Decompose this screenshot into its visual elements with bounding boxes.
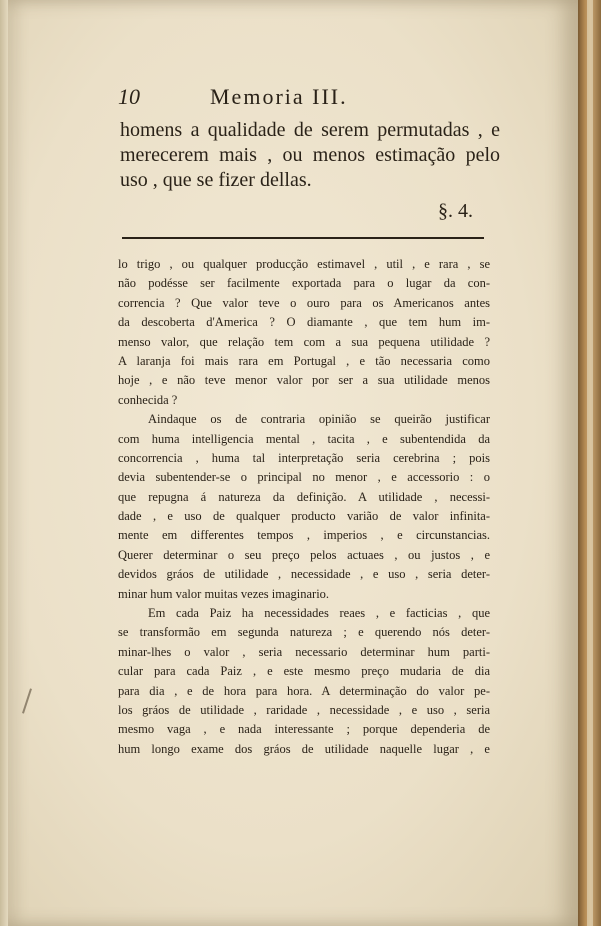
main-text-line: uso , que se fizer dellas.	[120, 169, 312, 191]
footnote-line: hum longo exame dos gráos de utilidade naquelle lugar , e	[118, 741, 490, 756]
footnote-line: Querer determinar o seu preço pelos actuaes , ou justos , e	[118, 547, 490, 562]
footnote-line: minar hum valor muitas vezes imaginario.	[118, 586, 330, 601]
footnote-line: mente em differentes tempos , imperios , e circunstancias.	[118, 528, 490, 543]
footnote-line: concorrencia , huma tal interpretação seria cerebrina ; pois	[118, 450, 490, 465]
footnote-line: com huma intelligencia mental , tacita , e subentendida da	[118, 431, 490, 446]
footnote-line: lo trigo , ou qualquer producção estimavel , util , e rara , se	[118, 257, 490, 271]
footnote-line: conhecida ?	[118, 392, 178, 407]
footnote-line: da descoberta d'America ? O diamante , que tem hum im-	[118, 315, 490, 330]
running-title: Memoria III.	[210, 84, 348, 109]
footnote-line: hoje , e não teve menor valor por ser a sua utilidade menos	[118, 373, 490, 388]
running-head	[118, 84, 418, 114]
footnote-line: A laranja foi mais rara em Portugal , e tão necessaria como	[118, 353, 490, 368]
footnote-line: que repugna á natureza da definição. A utilidade , necessi-	[118, 489, 490, 504]
main-text-line: homens a qualidade de serem permutadas , e	[120, 119, 500, 141]
page-edge-stripe	[587, 0, 593, 926]
book-page	[8, 0, 578, 926]
footnote-line: minar-lhes o valor , seria necessario determinar hum parti-	[118, 644, 490, 659]
footnote-rule	[122, 237, 484, 239]
page-number: 10	[118, 84, 140, 109]
footnote-line: menso valor, que relação tem com a sua pequena utilidade ?	[118, 334, 490, 349]
footnote-line: Em cada Paiz ha necessidades reaes , e facticias , que	[148, 606, 490, 621]
main-text-line: merecerem mais , ou menos estimação pelo	[120, 144, 500, 166]
footnote-line: cular para cada Paiz , e este mesmo preço mudaria de dia	[118, 664, 490, 679]
margin-pencil-mark	[22, 688, 32, 713]
footnote-line: devidos gráos de utilidade , necessidade , e uso , seria deter-	[118, 567, 490, 582]
book-spine-edge	[578, 0, 601, 926]
footnote-block	[118, 255, 490, 759]
footnote-line: para dia , e de hora para hora. A determinação do valor pe-	[118, 683, 490, 698]
footnote-line: Aindaque os de contraria opinião se queirão justificar	[148, 412, 490, 427]
footnote-line: se transformão em segunda natureza ; e querendo nós deter-	[118, 625, 490, 640]
main-text-block	[120, 118, 500, 193]
footnote-line: dade , e uso de qualquer producto varião de valor infinita-	[118, 509, 490, 524]
footnote-line: los gráos de utilidade , raridade , necessidade , e uso , seria	[118, 702, 490, 717]
section-mark: §. 4.	[438, 200, 473, 222]
footnote-line: correncia ? Que valor teve o ouro para os Americanos antes	[118, 295, 490, 310]
footnote-line: não podésse ser facilmente exportada para o lugar da con-	[118, 276, 490, 291]
footnote-line: devia subentender-se o principal no menor , e accessorio : o	[118, 470, 490, 485]
footnote-line: mesmo vaga , e nada interessante ; porque dependeria de	[118, 722, 490, 737]
left-page-edge	[0, 0, 8, 926]
